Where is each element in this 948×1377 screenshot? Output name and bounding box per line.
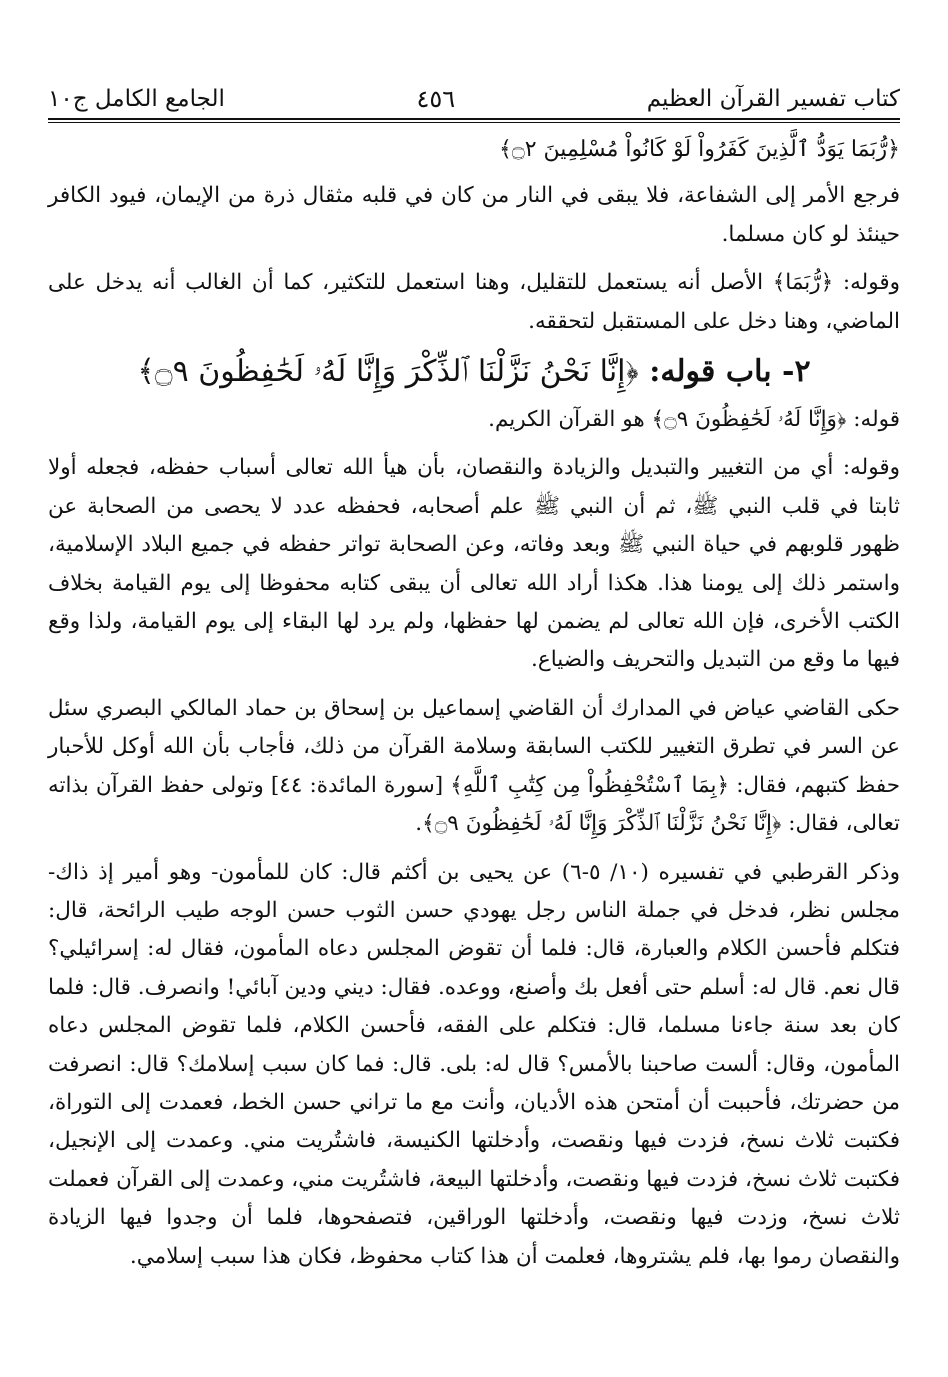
paragraph-rubama: وقوله: ﴿رُّبَمَا﴾ الأصل أنه يستعمل للتقليل، وهنا استعمل للتكثير، كما أن الغالب أنه يدخل على الماضي، وهنا دخل على المستقبل لتحققه.	[48, 270, 900, 334]
header-rule	[48, 118, 900, 123]
running-header	[48, 60, 900, 114]
page-number: ٤٥٦	[416, 85, 456, 113]
chapter-heading-label: ٢- باب قوله:	[649, 354, 811, 390]
chapter-heading	[48, 349, 900, 395]
paragraph-qurtubi-story: وذكر القرطبي في تفسيره (١٠/ ٥-٦) عن يحيى بن أكثم قال: كان للمأمون- وهو أمير إذ ذاك- مجلس نظر، فدخل في جملة الناس رجل يهودي حسن الثوب حسن الوجه طيب الرائحة، قال: فتكلم فأحسن الكلام والعبارة، قال: فلما أن تقوض المجلس دعاه المأمون، فقال له: إسرائيلي؟ قال نعم. قال له: أسلم حتى أفعل بك وأصنع، ووعده. فقال: ديني ودين آبائي! وانصرف. قال: فلما كان بعد سنة جاءنا مسلما، قال: فتكلم على الفقه، فأحسن الكلام، فلما تقوض المجلس دعاه المأمون، وقال: ألست صاحبنا بالأمس؟ قال له: بلى. قال: فما كان سبب إسلامك؟ قال: انصرفت من حضرتك، فأحببت أن أمتحن هذه الأديان، وأنت مع ما تراني حسن الخط، فعمدت إلى التوراة، فكتبت ثلاث نسخ، فزدت فيها ونقصت، وأدخلتها الكنيسة، فاشتُريت مني. وعمدت إلى الإنجيل، فكتبت ثلاث نسخ، فزدت فيها ونقصت، وأدخلتها البيعة، فاشتُريت مني، وعمدت إلى القرآن فعملت ثلاث نسخ، وزدت فيها ونقصت، وأدخلتها الوراقين، فتصفحوها، فلما أن وجدوا فيها الزيادة والنقصان رموا بها، فلم يشتروها، فعلمت أن هذا كتاب محفوظ، فكان هذا سبب إسلامي.	[48, 859, 901, 1269]
paragraph-preservation: وقوله: أي من التغيير والتبديل والزيادة والنقصان، بأن هيأ الله تعالى أسباب حفظه، فجعله أولا ثابتا في قلب النبي ﷺ، ثم أن النبي ﷺ علم أصحابه، فحفظه عدد لا يحصى من الصحابة عن ظهور قلوبهم في حياة النبي ﷺ وبعد وفاته، وعن الصحابة تواتر حفظه في جميع البلاد الإسلامية، واستمر ذلك إلى يومنا هذا. هكذا أراد الله تعالى أن يبقى كتابه محفوظا إلى يوم القيامة بخلاف الكتب الأخرى، فإن الله تعالى لم يضمن لها حفظها، ولم يرد لها البقاء إلى يوم القيامة، ولذا وقع فيها ما وقع من التبديل والتحريف والضياع.	[48, 455, 900, 673]
volume-label: الجامع الكامل ج١٠	[48, 86, 225, 112]
paragraph-intercession: فرجع الأمر إلى الشفاعة، فلا يبقى في النار من كان في قلبه مثقال ذرة من الإيمان، فيود الكافر حينئذ لو كان مسلما.	[48, 183, 900, 247]
chapter-heading-verse: ﴿إِنَّا نَحْنُ نَزَّلْنَا ٱلذِّكْرَ وَإِنَّا لَهُۥ لَحَٰفِظُونَ ۝٩﴾	[137, 354, 639, 390]
opening-verse: ﴿رُّبَمَا يَوَدُّ ٱلَّذِينَ كَفَرُواْ لَوْ كَانُواْ مُسْلِمِينَ ۝٢﴾	[498, 137, 900, 162]
paragraph-quran: قوله: ﴿وَإِنَّا لَهُۥ لَحَٰفِظُونَ ۝٩﴾ هو القرآن الكريم.	[488, 407, 900, 433]
paragraph-qadi-iyad: حكى القاضي عياض في المدارك أن القاضي إسماعيل بن إسحاق بن حماد المالكي البصري سئل عن السر في تطرق التغيير للكتب السابقة وسلامة القرآن من ذلك، فأجاب بأن الله أوكل للأحبار حفظ كتبهم، فقال: ﴿بِمَا ٱسْتُحْفِظُواْ مِن كِتَٰبِ ٱللَّهِ﴾ [سورة المائدة: ٤٤] وتولى حفظ القرآن بذاته تعالى، فقال: ﴿إِنَّا نَحْنُ نَزَّلْنَا ٱلذِّكْرَ وَإِنَّا لَهُۥ لَحَٰفِظُونَ ۝٩﴾.	[48, 695, 900, 837]
page-body	[48, 131, 900, 1276]
book-title: كتاب تفسير القرآن العظيم	[646, 86, 900, 112]
